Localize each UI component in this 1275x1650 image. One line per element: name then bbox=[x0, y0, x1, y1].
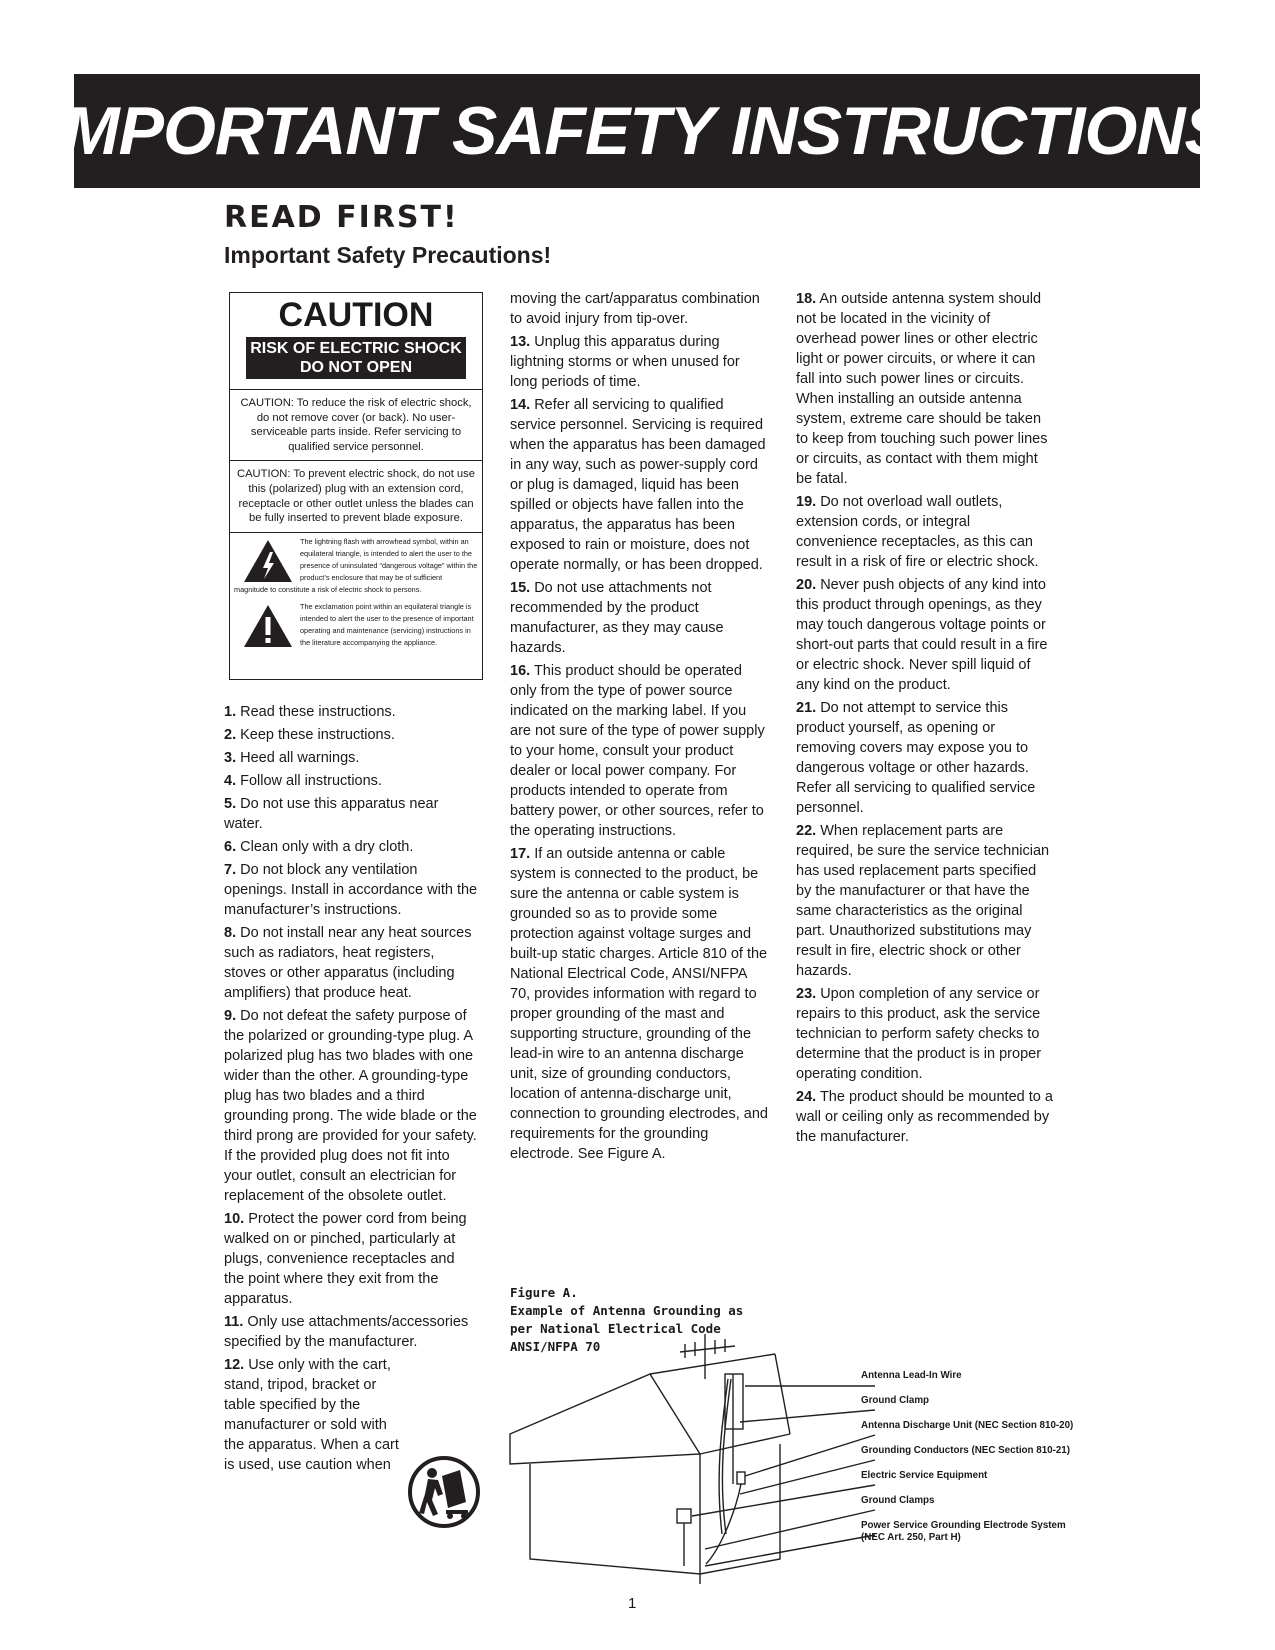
list-item: 4. Follow all instructions. bbox=[224, 773, 382, 789]
list-item: 10. Protect the power cord from being walked on or pinched, particularly at plugs, convenience receptacles and the point where they exit from the apparatus. bbox=[224, 1211, 467, 1307]
lightning-warning-icon bbox=[242, 538, 294, 584]
label-grounding-electrode: Power Service Grounding Electrode System bbox=[861, 1520, 1066, 1531]
caution-title: CAUTION bbox=[278, 296, 434, 334]
list-item: 18. An outside antenna system should not be located in the vicinity of overhead power lines or other electric light or power circuits, or where it can fall into such power lines or circuits. When installing an outside antenna system, extreme care should be taken to keep from touching such power lines or circuits, as contact with them might be fatal. bbox=[796, 291, 1048, 487]
label-discharge-unit: Antenna Discharge Unit (NEC Section 810-20) bbox=[861, 1420, 1074, 1431]
list-item: 14. Refer all servicing to qualified service personnel. Servicing is required when the apparatus has been damaged in any way, such as power-supply cord or plug is damaged, liquid has been spilled or objects have fallen into the apparatus, the apparatus has been exposed to rain or moisture, does not operate normally, or has been dropped. bbox=[510, 397, 766, 573]
list-item: 17. If an outside antenna or cable system is connected to the product, be sure the antenna or cable system is grounded so as to provide some protection against voltage surges and built-up static charges. Article 810 of the National Electrical Code, ANSI/NFPA 70, provides information with regard to proper grounding of the mast and supporting structure, grounding of the lead-in wire to an antenna discharge unit, size of grounding conductors, location of antenna-discharge unit, connection to grounding electrodes, and requirements for the grounding electrode. See Figure A. bbox=[510, 846, 768, 1162]
list-item: moving the cart/apparatus combination to avoid injury from tip-over. bbox=[510, 291, 760, 327]
list-item: 23. Upon completion of any service or repairs to this product, ask the service technician to perform safety checks to determine that the product is in proper operating condition. bbox=[796, 986, 1042, 1082]
lightning-symbol-text: The lightning flash with arrowhead symbol, within an equilateral triangle, is intended to alert the user to the presence of uninsulated “dangerous voltage” within the product’s enclosure that may be of sufficient magnitude to constitute a risk of electric shock to persons. bbox=[234, 536, 478, 594]
list-item: 7. Do not block any ventilation openings. Install in accordance with the manufacturer’s instructions. bbox=[224, 862, 478, 918]
figure-caption: Figure A. Example of Antenna Grounding as per National Electrical Code ANSI/NFPA 70 bbox=[510, 1285, 744, 1354]
list-item: 1. Read these instructions. bbox=[224, 704, 396, 720]
title-banner bbox=[45, 74, 1229, 188]
label-grounding-conductors: Grounding Conductors (NEC Section 810-21) bbox=[861, 1445, 1071, 1456]
list-item: 9. Do not defeat the safety purpose of the polarized or grounding-type plug. A polarized plug has two blades with one wider than the other. A grounding-type plug has two blades and a third grounding prong. The wide blade or the third prong are provided for your safety. If the provided plug does not fit into your outlet, consult an electrician for replacement of the obsolete outlet. bbox=[224, 1008, 477, 1204]
exclamation-symbol-text: The exclamation point within an equilateral triangle is intended to alert the user to the presence of important operating and maintenance (servicing) instructions in the literature accompanying the appliance. bbox=[300, 601, 474, 647]
exclamation-symbol-note bbox=[230, 598, 482, 651]
caution-plug-text: CAUTION: To prevent electric shock, do not use this (polarized) plug with an extension cord, receptacle or other outlet unless the blades can be fully inserted to prevent blade exposure. bbox=[237, 468, 475, 525]
label-ground-clamps: Ground Clamps bbox=[861, 1495, 935, 1506]
list-item: 12. Use only with the cart, stand, tripod, bracket or table specified by the manufacturer or sold with the apparatus. When a cart is used, use caution when bbox=[224, 1357, 399, 1473]
list-item: 2. Keep these instructions. bbox=[224, 727, 395, 743]
list-item: 13. Unplug this apparatus during lightning storms or when unused for long periods of time. bbox=[510, 334, 740, 390]
list-item: 5. Do not use this apparatus near water. bbox=[224, 796, 439, 832]
risk-line-1: RISK OF ELECTRIC SHOCK bbox=[250, 340, 462, 357]
lightning-symbol-note bbox=[230, 533, 482, 598]
caution-label bbox=[229, 292, 483, 680]
antenna-grounding-diagram bbox=[500, 1334, 880, 1584]
page-title: IMPORTANT SAFETY INSTRUCTIONS bbox=[45, 93, 1229, 169]
instructions-column-2 bbox=[510, 289, 768, 1167]
read-first-heading: READ FIRST! bbox=[224, 200, 459, 235]
caution-cover-text: CAUTION: To reduce the risk of electric shock, do not remove cover (or back). No user-serviceable parts inside. Refer servicing to qualified service personnel. bbox=[240, 397, 472, 453]
risk-line-2: DO NOT OPEN bbox=[299, 359, 412, 376]
list-item: 19. Do not overload wall outlets, extension cords, or integral convenience receptacles, as this can result in a risk of fire or electric shock. bbox=[796, 494, 1039, 570]
list-item: 3. Heed all warnings. bbox=[224, 750, 360, 766]
list-item: 15. Do not use attachments not recommended by the product manufacturer, as they may cause hazards. bbox=[510, 580, 724, 656]
list-item: 21. Do not attempt to service this product yourself, as opening or removing covers may expose you to dangerous voltage or other hazards. Refer all servicing to qualified service personnel. bbox=[796, 700, 1036, 816]
risk-banner bbox=[246, 337, 466, 379]
label-lead-in-wire: Antenna Lead-In Wire bbox=[861, 1370, 962, 1381]
list-item: 8. Do not install near any heat sources such as radiators, heat registers, stoves or other apparatus (including amplifiers) that produce heat. bbox=[224, 925, 472, 1001]
label-ground-clamp: Ground Clamp bbox=[861, 1395, 930, 1406]
exclamation-warning-icon bbox=[242, 603, 294, 649]
instructions-column-3 bbox=[796, 289, 1054, 1150]
list-item: 22. When replacement parts are required, be sure the service technician has used replacement parts specified by the manufacturer or that have the same characteristics as the original part. Unauthorized substitutions may result in fire, electric shock or other hazards. bbox=[796, 823, 1050, 979]
label-service-equipment: Electric Service Equipment bbox=[861, 1470, 988, 1481]
instructions-column-1 bbox=[224, 702, 478, 1478]
page-number: 1 bbox=[628, 1595, 637, 1612]
list-item: 20. Never push objects of any kind into this product through openings, as they may touch dangerous voltage points or short-out parts that could result in a fire or electric shock. Never spill liquid of any kind on the product. bbox=[796, 577, 1048, 693]
list-item: 11. Only use attachments/accessories specified by the manufacturer. bbox=[224, 1314, 469, 1350]
label-nec-art: (NEC Art. 250, Part H) bbox=[861, 1532, 961, 1543]
section-subheading: Important Safety Precautions! bbox=[224, 242, 552, 268]
list-item: 16. This product should be operated only from the type of power source indicated on the marking label. If you are not sure of the type of power supply to your home, consult your product dealer or local power company. For products intended to operate from battery power, or other sources, refer to the operating instructions. bbox=[510, 663, 765, 839]
list-item: 24. The product should be mounted to a wall or ceiling only as recommended by the manufacturer. bbox=[796, 1089, 1053, 1145]
list-item: 6. Clean only with a dry cloth. bbox=[224, 839, 414, 855]
cart-tipover-warning-icon bbox=[408, 1456, 480, 1528]
